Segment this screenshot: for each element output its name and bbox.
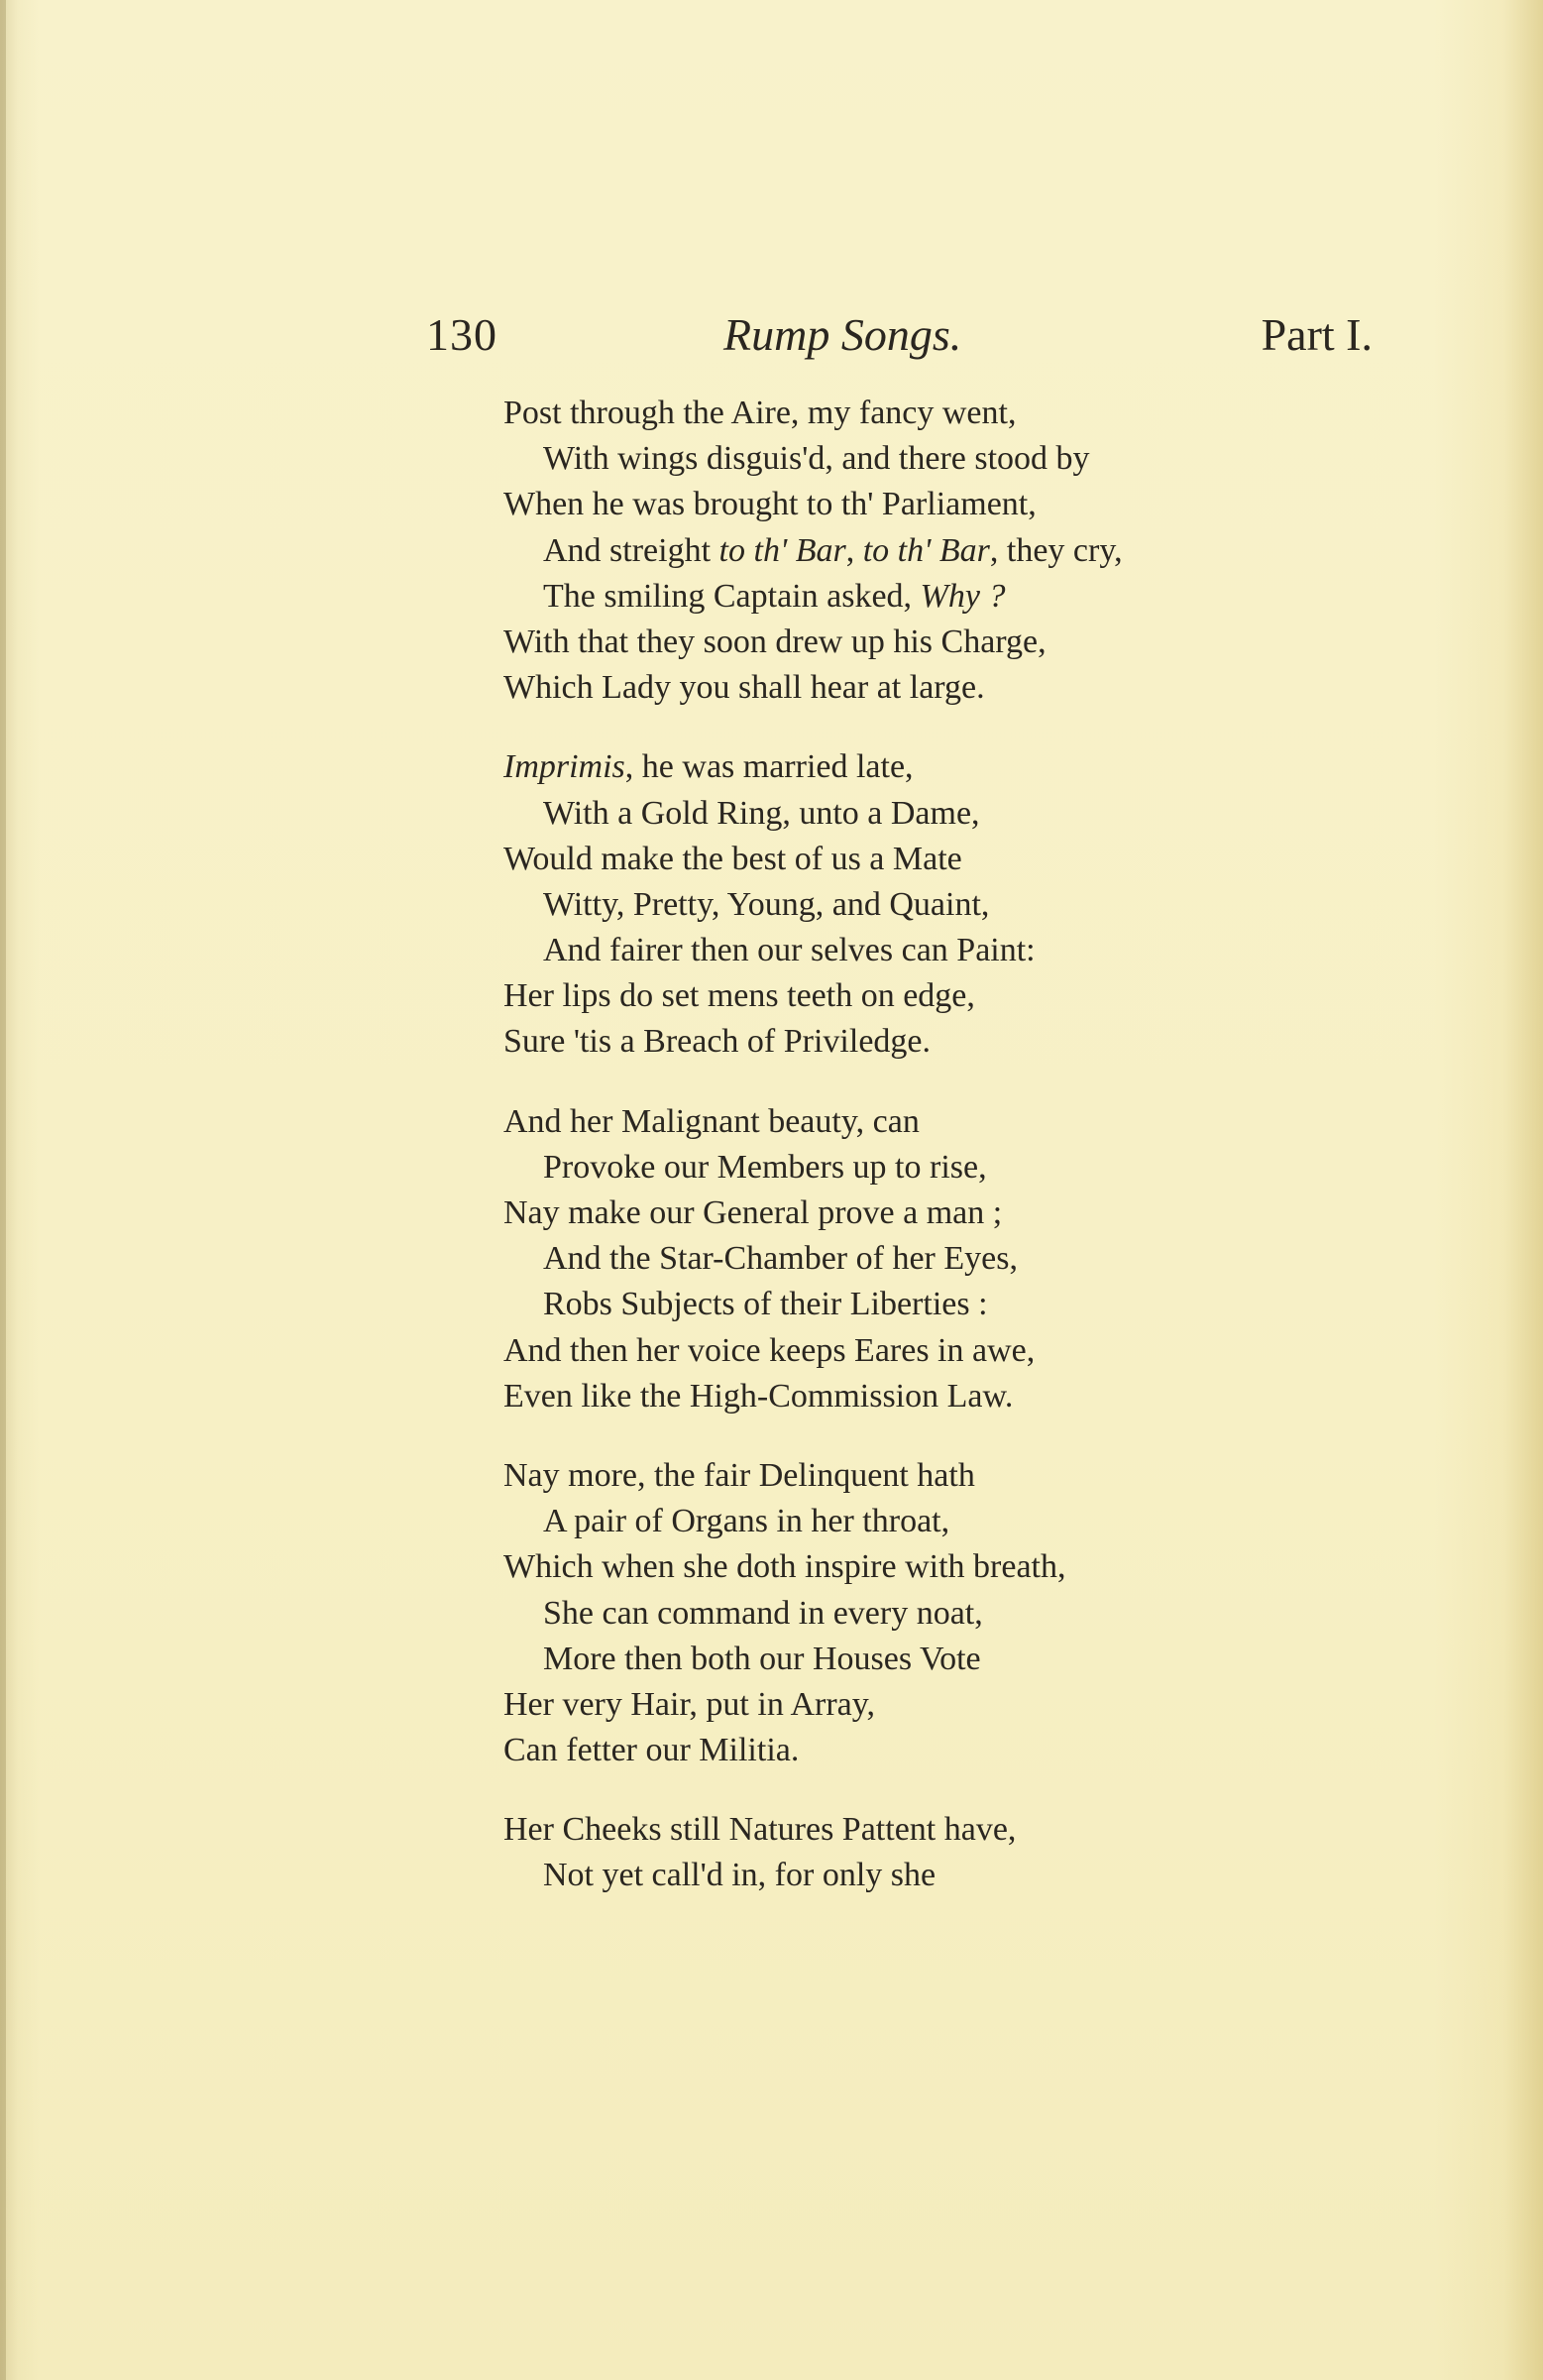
stanza (503, 744, 1395, 1065)
poem-line: Can fetter our Militia. (503, 1732, 800, 1769)
poem-line: Her very Hair, put in Array, (503, 1685, 876, 1723)
text-segment: The smiling Captain asked, (543, 577, 921, 615)
poem-line: With that they soon drew up his Charge, (503, 623, 1047, 660)
poem-line: Which when she doth inspire with breath, (503, 1548, 1066, 1586)
poem-line (503, 574, 1395, 620)
page-number: 130 (426, 309, 497, 360)
poem-line: Provoke our Members up to rise, (543, 1148, 987, 1186)
poem-line: Nay make our General prove a man ; (503, 1194, 1003, 1231)
poem-line: More then both our Houses Vote (543, 1640, 981, 1677)
poem-line: With wings disguis'd, and there stood by (543, 440, 1090, 478)
italic-segment: to th' Bar (718, 531, 846, 569)
text-segment: , (845, 531, 863, 569)
poem-line: A pair of Organs in her throat, (543, 1503, 950, 1540)
part-label: Part I. (1261, 309, 1373, 360)
italic-segment: Imprimis (503, 748, 625, 786)
poem-line: With a Gold Ring, unto a Dame, (543, 794, 980, 832)
italic-segment: to th' Bar (862, 531, 990, 569)
poem-line: Nay more, the fair Delinquent hath (503, 1456, 975, 1494)
poem-line (503, 744, 1395, 790)
italic-segment: Why ? (920, 577, 1006, 615)
poem-line: Not yet call'd in, for only she (543, 1857, 937, 1894)
running-title: Rump Songs. (723, 309, 962, 360)
poem-line: Would make the best of us a Mate (503, 840, 962, 877)
poem-line: And the Star-Chamber of her Eyes, (543, 1240, 1018, 1278)
poem-line (503, 528, 1395, 574)
text-segment: And streight (543, 531, 719, 569)
stanza (503, 391, 1395, 711)
stanza (503, 1453, 1395, 1773)
poem-line: And fairer then our selves can Paint: (543, 932, 1036, 969)
poem-line: Sure 'tis a Breach of Priviledge. (503, 1023, 932, 1061)
poem-line: Her lips do set mens teeth on edge, (503, 977, 975, 1015)
text-segment: , they cry, (989, 531, 1123, 569)
stanza (503, 1099, 1395, 1419)
stanza (503, 1807, 1395, 1898)
poem-line: And then her voice keeps Eares in awe, (503, 1331, 1036, 1369)
poem-line: Robs Subjects of their Liberties : (543, 1286, 988, 1323)
poem-line: She can command in every noat, (543, 1594, 983, 1632)
poem-body (503, 391, 1395, 1933)
poem-line: When he was brought to th' Parliament, (503, 486, 1037, 523)
poem-line: Witty, Pretty, Young, and Quaint, (543, 885, 990, 923)
poem-line: And her Malignant beauty, can (503, 1102, 920, 1140)
poem-line: Her Cheeks still Natures Pattent have, (503, 1811, 1017, 1849)
page-gutter-edge (0, 0, 6, 2380)
poem-line: Even like the High-Commission Law. (503, 1377, 1014, 1415)
page-header (426, 305, 1373, 365)
text-segment: , he was married late, (624, 748, 914, 786)
poem-line: Post through the Aire, my fancy went, (503, 395, 1017, 431)
poem-line: Which Lady you shall hear at large. (503, 669, 985, 707)
